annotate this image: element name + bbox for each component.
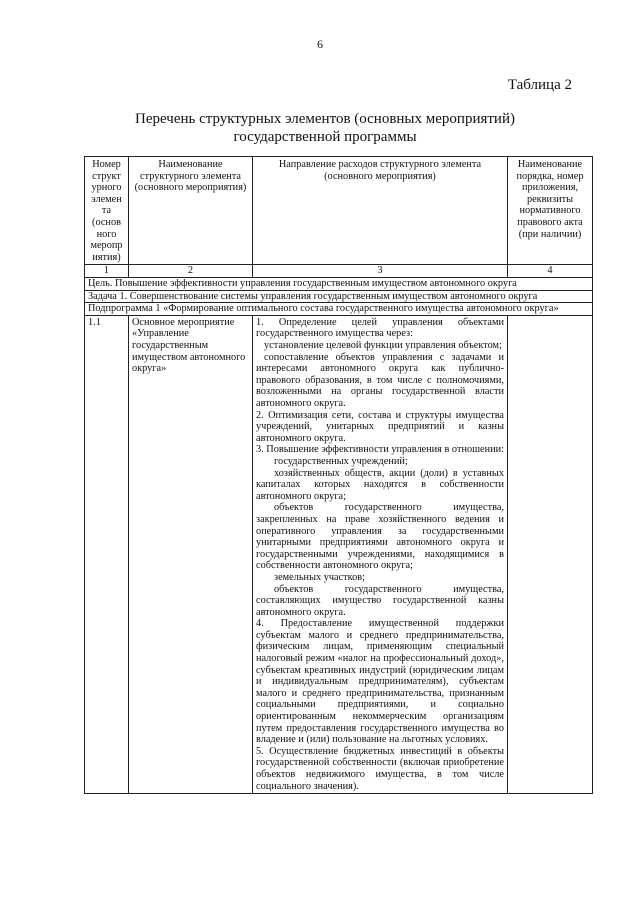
row-name: Основное мероприятие «Управление государственным имуществом автономного округа» xyxy=(129,315,253,793)
direction-item: объектов государственного имущества, закрепленных на праве хозяйственного ведения и оперативного управления за государственными унитарными предприятиями автономного округа и государственными учреждениями, находящимися в собственности автономного округа; xyxy=(256,502,504,572)
direction-item: 1. Определение целей управления объектами государственного имущества через: xyxy=(256,316,504,340)
direction-item: установление целевой функции управления объектом; xyxy=(264,340,502,352)
row-directions xyxy=(253,315,508,793)
table-row xyxy=(85,315,593,793)
direction-item: хозяйственных обществ, акции (доли) в уставных капиталах которых находятся в собственности автономного округа; xyxy=(256,467,504,502)
direction-item: земельных участков; xyxy=(274,571,366,583)
task-text: Задача 1. Совершенствование системы управления государственным имуществом автономного округа xyxy=(85,290,593,303)
title-line-1: Перечень структурных элементов (основных мероприятий) xyxy=(135,111,515,127)
page-number: 6 xyxy=(317,37,323,51)
direction-item: объектов государственного имущества, составляющих имущество государственной казны автономного округа. xyxy=(256,583,504,618)
task-row xyxy=(85,290,593,303)
direction-item: сопоставление объектов управления с задачами и интересами автономного округа как публично-правового образования, в том числе с полномочиями, возложенными на органы государственной власти автономного округа. xyxy=(256,351,504,409)
column-number-row xyxy=(85,265,593,278)
header-name: Наименование структурного элемента (основного мероприятия) xyxy=(129,157,253,265)
column-number: 3 xyxy=(253,265,508,278)
row-number: 1.1 xyxy=(85,315,129,793)
direction-item: 4. Предоставление имущественной поддержки субъектам малого и среднего предпринимательства, физическим лицам, применяющим специальный налоговый режим «налог на профессиональный доход», субъектам креативных индустрий (юридическим лицам и индивидуальным предпринимателям), субъектам малого и среднего предпринимательства, признанным социальными предприятиями, и социально ориентированным некоммерческим организациям путем предоставления государственного имущества во владение и (или) пользование на льготных условиях. xyxy=(256,618,504,746)
title-line-2: государственной программы xyxy=(233,129,417,145)
direction-item: государственных учреждений; xyxy=(274,455,408,467)
header-direction: Направление расходов структурного элемента (основного мероприятия) xyxy=(253,157,508,265)
column-number: 4 xyxy=(508,265,593,278)
goal-row xyxy=(85,278,593,291)
direction-item: 3. Повышение эффективности управления в отношении: xyxy=(256,444,504,456)
structural-elements-table xyxy=(84,156,593,794)
header-act: Наименование порядка, номер приложения, реквизиты нормативного правового акта (при наличии) xyxy=(508,157,593,265)
row-act xyxy=(508,315,593,793)
direction-item: 5. Осуществление бюджетных инвестиций в объекты государственной собственности (включая приобретение объектов недвижимого имущества, в том числе социального значения). xyxy=(256,745,504,792)
header-number: Номер структ урного элемен та (основ ного меропр иятия) xyxy=(85,157,129,265)
column-number: 2 xyxy=(129,265,253,278)
direction-item: 2. Оптимизация сети, состава и структуры имущества учреждений, унитарных предприятий и казны автономного округа. xyxy=(256,409,504,444)
column-number: 1 xyxy=(85,265,129,278)
header-row xyxy=(85,157,593,265)
table-label: Таблица 2 xyxy=(507,77,572,93)
document-title xyxy=(60,110,590,146)
subprogram-text: Подпрограмма 1 «Формирование оптимального состава государственного имущества автономного округа» xyxy=(85,303,593,316)
goal-text: Цель. Повышение эффективности управления государственным имуществом автономного округа xyxy=(85,278,593,291)
subprogram-row xyxy=(85,303,593,316)
